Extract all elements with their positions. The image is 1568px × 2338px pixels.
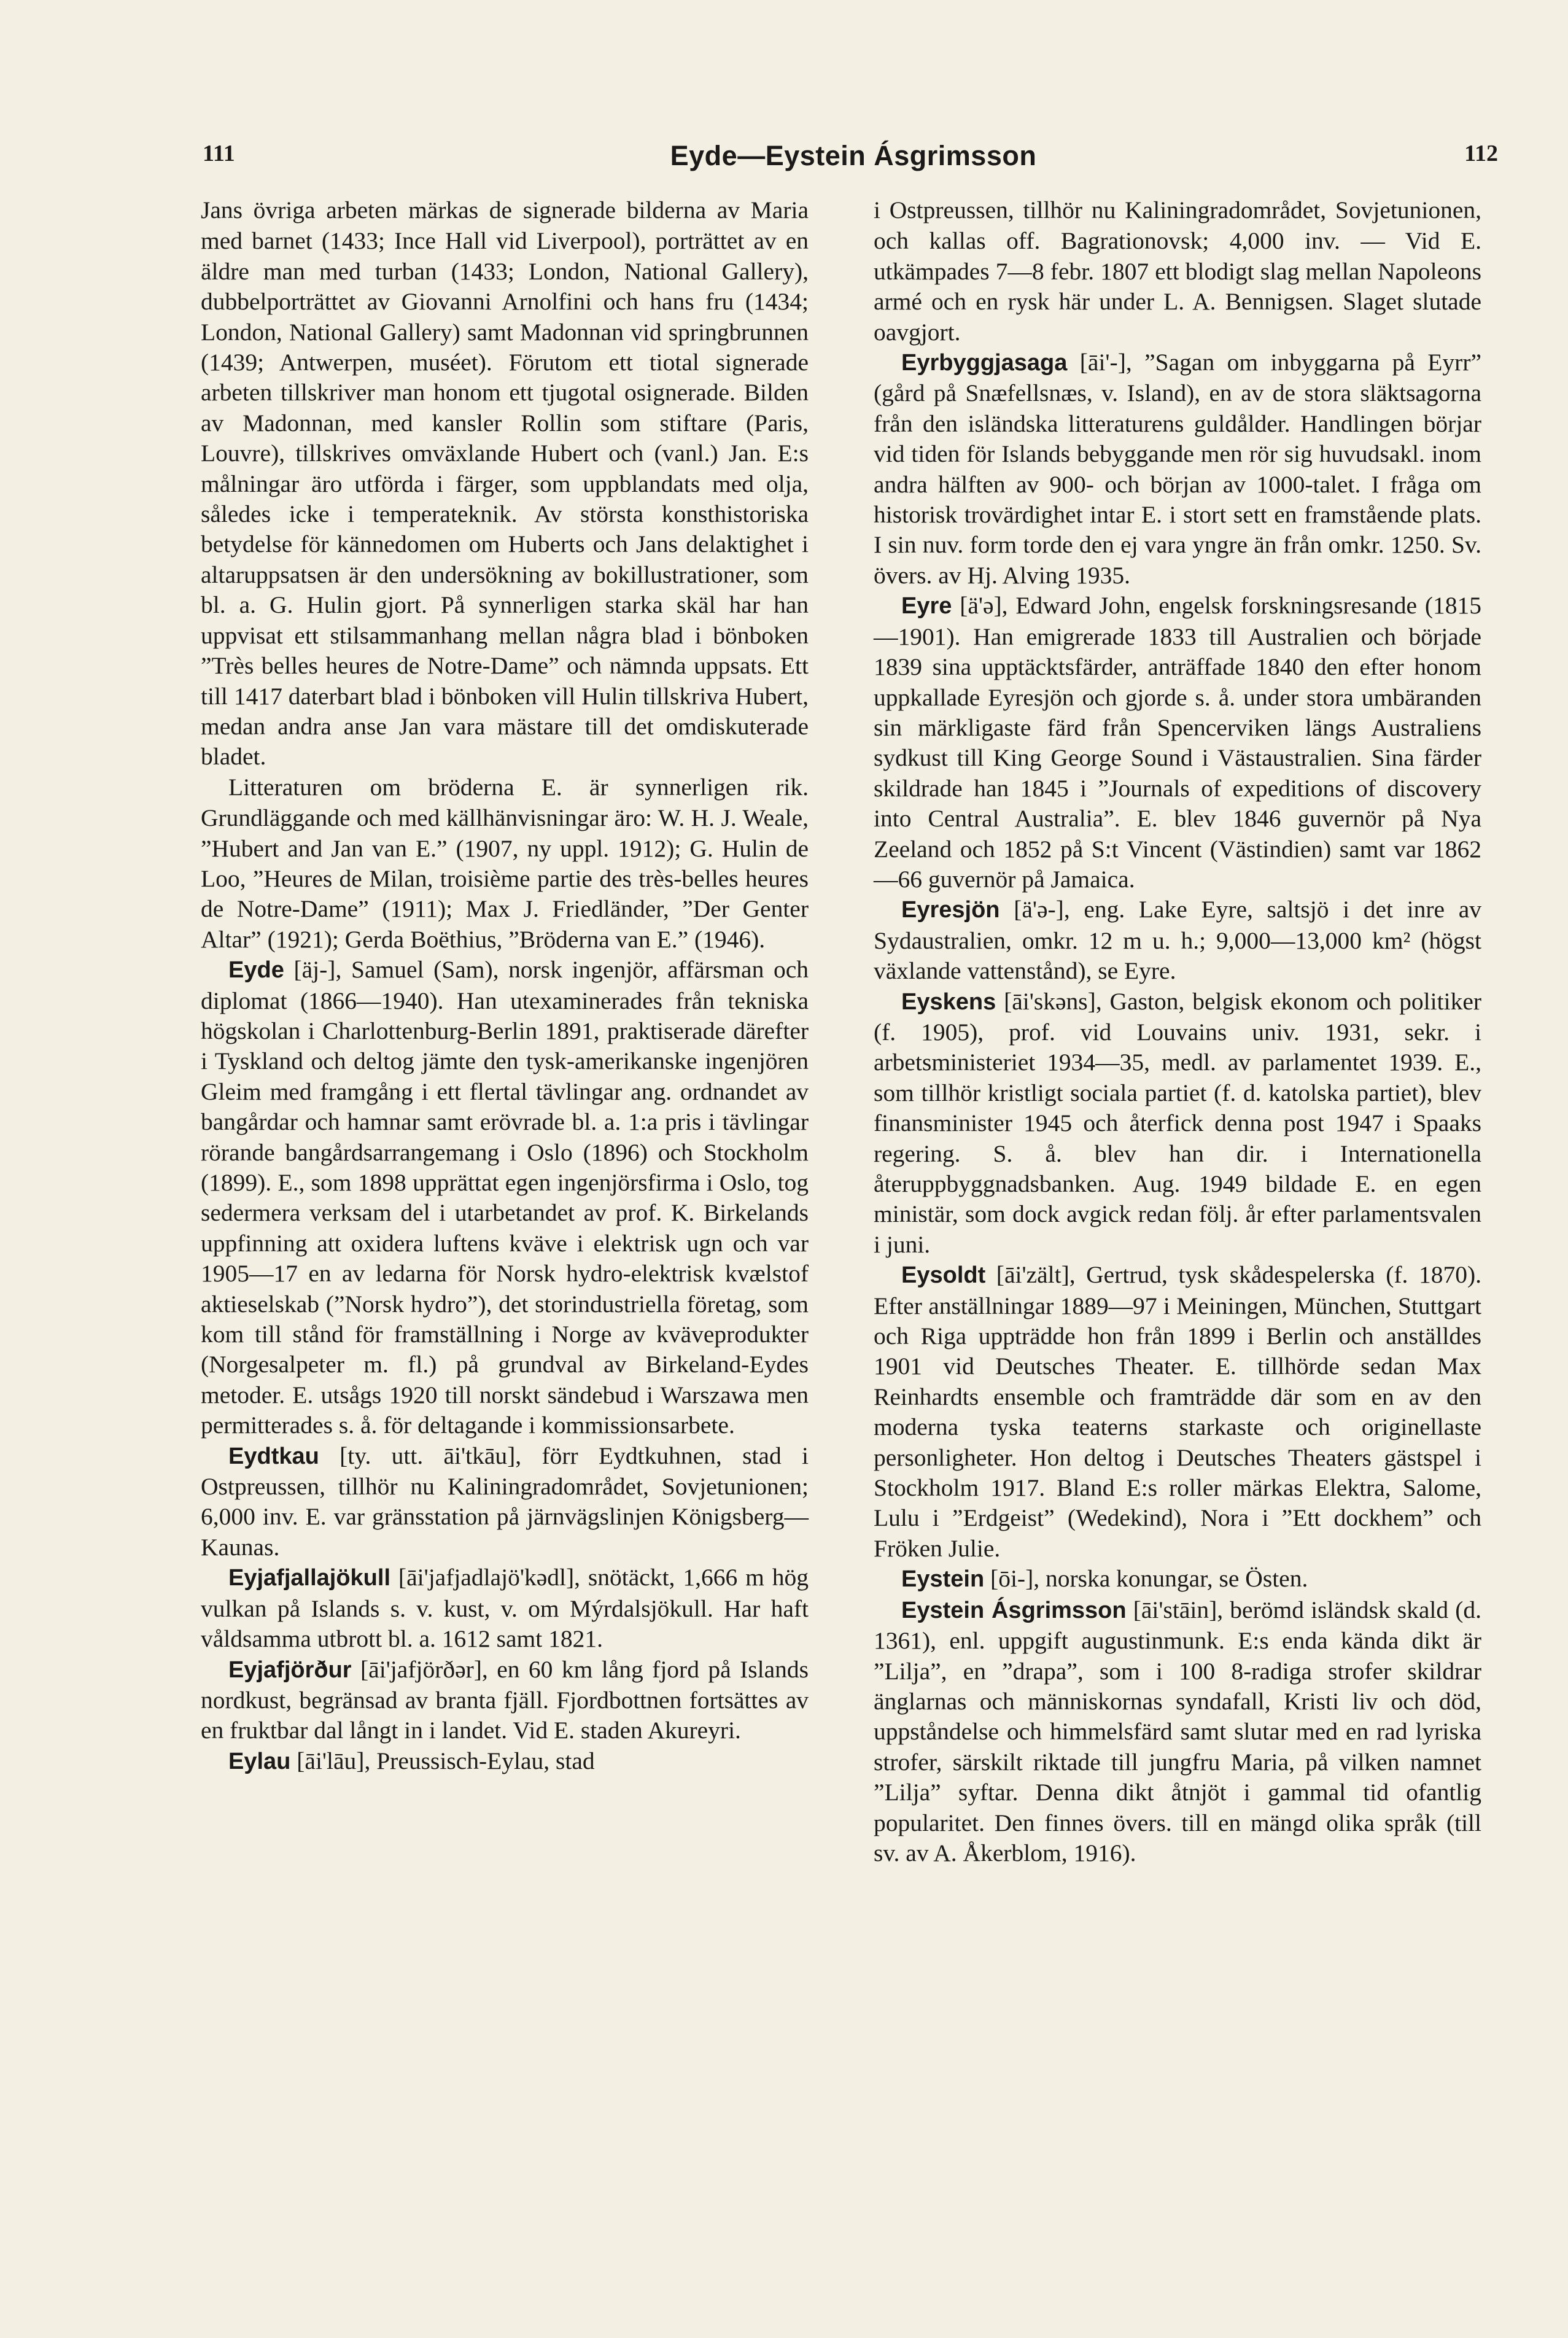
entry-text: [āi'skəns], Gaston, belgisk ekonom och politiker (f. 1905), prof. vid Louvains univ. 1931, sekr. i arbetsministeriet 1934—35, medl. av parlamentet 1939. E., som tillhör kristligt sociala partiet (f. d. katolska partiet), blev finansminister 1945 och återfick denna post 1947 i Spaaks regering. S. å. blev han dir. i Internationella återuppbyggnadsbanken. Aug. 1949 bildade E. en egen ministär, som dock avgick redan följ. år efter parlamentsvalen i juni.	[874, 987, 1482, 1258]
entry-headword: Eystein	[901, 1566, 985, 1593]
entry-headword: Eylau	[228, 1748, 291, 1774]
entry-text: [āi'zält], Gertrud, tysk skådespelerska (f. 1870). Efter anställningar 1889—97 i Meiningen, München, Stuttgart och Riga uppträdde hon från 1899 i Berlin och anställdes 1901 vid Deutsches Theater. E. tillhörde sedan Max Reinhardts ensemble och framträdde där som en av den moderna tyska teaterns starkaste och originellaste personligheter. Hon deltog i Deutsches Theaters gästspel i Stockholm 1917. Bland E:s roller märkas Elektra, Salome, Lulu i ”Erdgeist” (Wedekind), Nora i ”Ett dockhem” och Fröken Julie.	[874, 1261, 1481, 1562]
entry	[201, 1746, 809, 1777]
entry-text: Litteraturen om bröderna E. är synnerligen rik. Grundläggande och med källhänvisningar äro: W. H. J. Weale, ”Hubert and Jan van E.” (1907, ny uppl. 1912); G. Hulin de Loo, ”Heures de Milan, troisième partie des très-belles heures de Notre-Dame” (1911); Max J. Friedländer, ”Der Genter Altar” (1921); Gerda Boëthius, ”Bröderna van E.” (1946).	[201, 773, 809, 953]
entry-text: [āi'jafjörðər], en 60 km lång fjord på Islands nordkust, begränsad av branta fjäll. Fjordbottnen fortsättes av en fruktbar dal långt in i landet. Vid E. staden Akureyri.	[201, 1655, 809, 1744]
page-number-right: 112	[1464, 141, 1498, 166]
entry	[874, 987, 1481, 1260]
entry-headword: Eyjafjallajökull	[228, 1565, 390, 1591]
entry	[874, 1564, 1481, 1594]
entry-text: i Ostpreussen, tillhör nu Kaliningradområdet, Sovjetunionen, och kallas off. Bagrationovsk; 4,000 inv. — Vid E. utkämpades 7—8 febr. 1807 ett blodigt slag mellan Napoleons armé och en rysk här under L. A. Bennigsen. Slaget slutade oavgjort.	[874, 196, 1481, 346]
entry	[874, 195, 1481, 348]
entry-headword: Eysoldt	[901, 1262, 986, 1289]
entry-text: [ty. utt. āi'tkāu], förr Eydtkuhnen, stad i Ostpreussen, tillhör nu Kaliningradområdet, Sovjetunionen; 6,000 inv. E. var gränsstation på järnvägslinjen Königsberg—Kaunas.	[201, 1442, 809, 1561]
entry	[201, 955, 809, 1441]
entry-headword: Eyde	[228, 957, 284, 984]
entry-text: [ä'ə], Edward John, engelsk forskningsresande (1815—1901). Han emigrerade 1833 till Australien och började 1839 sina upptäcktsfärder, anträffade 1840 den efter honom uppkallade Eyresjön och gjorde s. å. under stora umbäranden sin märkligaste färd från Spencerviken längs Australiens sydkust till King George Sound i Västaustralien. Sina färder skildrade han 1845 i ”Journals of expeditions of discovery into Central Australia”. E. blev 1846 guvernör på Nya Zeeland och 1852 på S:t Vincent (Västindien) samt var 1862—66 guvernör på Jamaica.	[874, 592, 1481, 893]
page-header	[203, 140, 1504, 183]
entry	[201, 1441, 809, 1563]
entry-headword: Eyre	[901, 593, 952, 619]
entry	[201, 1563, 809, 1654]
entry-headword: Eyjafjörður	[228, 1656, 352, 1683]
right-column	[874, 195, 1481, 1868]
entry-headword: Eyskens	[901, 988, 996, 1015]
entry	[874, 591, 1481, 895]
entry-headword: Eydtkau	[228, 1443, 319, 1469]
entry-headword: Eyrbyggjasaga	[901, 350, 1068, 376]
page-number-left: 111	[203, 141, 235, 166]
running-head: Eyde—Eystein Ásgrimsson	[670, 140, 1037, 171]
entry	[201, 1655, 809, 1746]
entry	[874, 348, 1481, 591]
entry	[874, 1595, 1481, 1869]
entry	[201, 195, 809, 772]
entry-text: [ōi-], norska konungar, se Östen.	[990, 1565, 1308, 1593]
entry-text: [āi'lāu], Preussisch-Eylau, stad	[297, 1747, 595, 1774]
entry	[874, 1260, 1481, 1564]
entry-text: [āi'-], ”Sagan om inbyggarna på Eyrr” (gård på Snæfellsnæs, v. Island), en av de stora släktsagorna från den isländska litteraturens guldålder. Handlingen börjar vid tiden för Islands bebyggande men rör sig huvudsakl. inom andra hälften av 900- och början av 1000-talet. I fråga om historisk trovärdighet intar E. i stort sett en framstående plats. I sin nuv. form torde den ej vara yngre än från omkr. 1250. Sv. övers. av Hj. Alving 1935.	[874, 349, 1481, 589]
entry	[874, 895, 1481, 986]
entry-text: Jans övriga arbeten märkas de signerade bilderna av Maria med barnet (1433; Ince Hall vid Liverpool), porträttet av en äldre man med turban (1433; London, National Gallery), dubbelporträttet av Giovanni Arnolfini och hans fru (1434; London, National Gallery) samt Madonnan vid springbrunnen (1439; Antwerpen, muséet). Förutom ett tiotal signerade arbeten tillskriver man honom ett tjugotal osignerade. Bilden av Madonnan, med kansler Rollin som stiftare (Paris, Louvre), tillskrives omväxlande Hubert och (vanl.) Jan. E:s målningar äro utförda i färger, som uppblandats med olja, således icke i temperateknik. Av största konsthistoriska betydelse för kännedomen om Huberts och Jans delaktighet i altaruppsatsen är den undersökning av bokillustrationer, som bl. a. G. Hulin gjort. På synnerligen starka skäl har han uppvisat ett stilsammanhang mellan några blad i bönboken ”Très belles heures de Notre-Dame” och nämnda uppsats. Ett till 1417 daterbart blad i bönboken vill Hulin tillskriva Hubert, medan andra anse Jan vara mästare till det omdiskuterade bladet.	[201, 196, 809, 771]
left-column	[201, 195, 809, 1777]
entry-text: [āi'stāin], berömd isländsk skald (d. 1361), enl. uppgift augustinmunk. E:s enda kända dikt är ”Lilja”, en ”drapa”, som i 100 8-radiga strofer skildrar änglarnas och människornas syndafall, Kristi liv och död, uppståndelse och himmelsfärd samt slutar med en rad lyriska strofer, särskilt riktade till jungfru Maria, på vilken namnet ”Lilja” syftar. Denna dikt åtnjöt i gammal tid ofantlig popularitet. Den finnes övers. till en mängd olika språk (till sv. av A. Åkerblom, 1916).	[874, 1596, 1482, 1866]
entry-text: [āi'jafjadlajö'kədl], snötäckt, 1,666 m hög vulkan på Islands s. v. kust, v. om Mýrdalsjökull. Har haft våldsamma utbrott bl. a. 1612 samt 1821.	[201, 1564, 809, 1653]
entry-text: [ä'ə-], eng. Lake Eyre, saltsjö i det inre av Sydaustralien, omkr. 12 m u. h.; 9,000—13,000 km² (högst växlande vattenstånd), se Eyre.	[874, 896, 1482, 985]
entry-headword: Eyresjön	[901, 897, 1000, 923]
entry-headword: Eystein Ásgrimsson	[901, 1597, 1127, 1623]
entry	[201, 772, 809, 955]
entry-text: [äj-], Samuel (Sam), norsk ingenjör, affärsman och diplomat (1866—1940). Han utexaminerades från tekniska högskolan i Charlottenburg-Berlin 1891, praktiserade därefter i Tyskland och deltog jämte den tysk-amerikanske ingenjören Gleim med framgång i ett flertal tävlingar ang. ordnandet av bangårdar och hamnar samt erövrade bl. a. 1:a pris i tävlingar rörande bangårdsarrangemang i Oslo (1896) och Stockholm (1899). E., som 1898 upprättat egen ingenjörsfirma i Oslo, tog sedermera verksam del i utarbetandet av prof. K. Birkelands uppfinning att oxidera luftens kväve i elektrisk ugn och var 1905—17 en av ledarna för Norsk hydro-elektrisk kvælstof aktieselskab (”Norsk hydro”), det storindustriella företag, som kom till stånd för framställning i Norge av kväveprodukter (Norgesalpeter m. fl.) på grundval av Birkeland-Eydes metoder. E. utsågs 1920 till norskt sändebud i Warszawa men permitterades s. å. för deltagande i kommissionsarbete.	[201, 956, 809, 1439]
